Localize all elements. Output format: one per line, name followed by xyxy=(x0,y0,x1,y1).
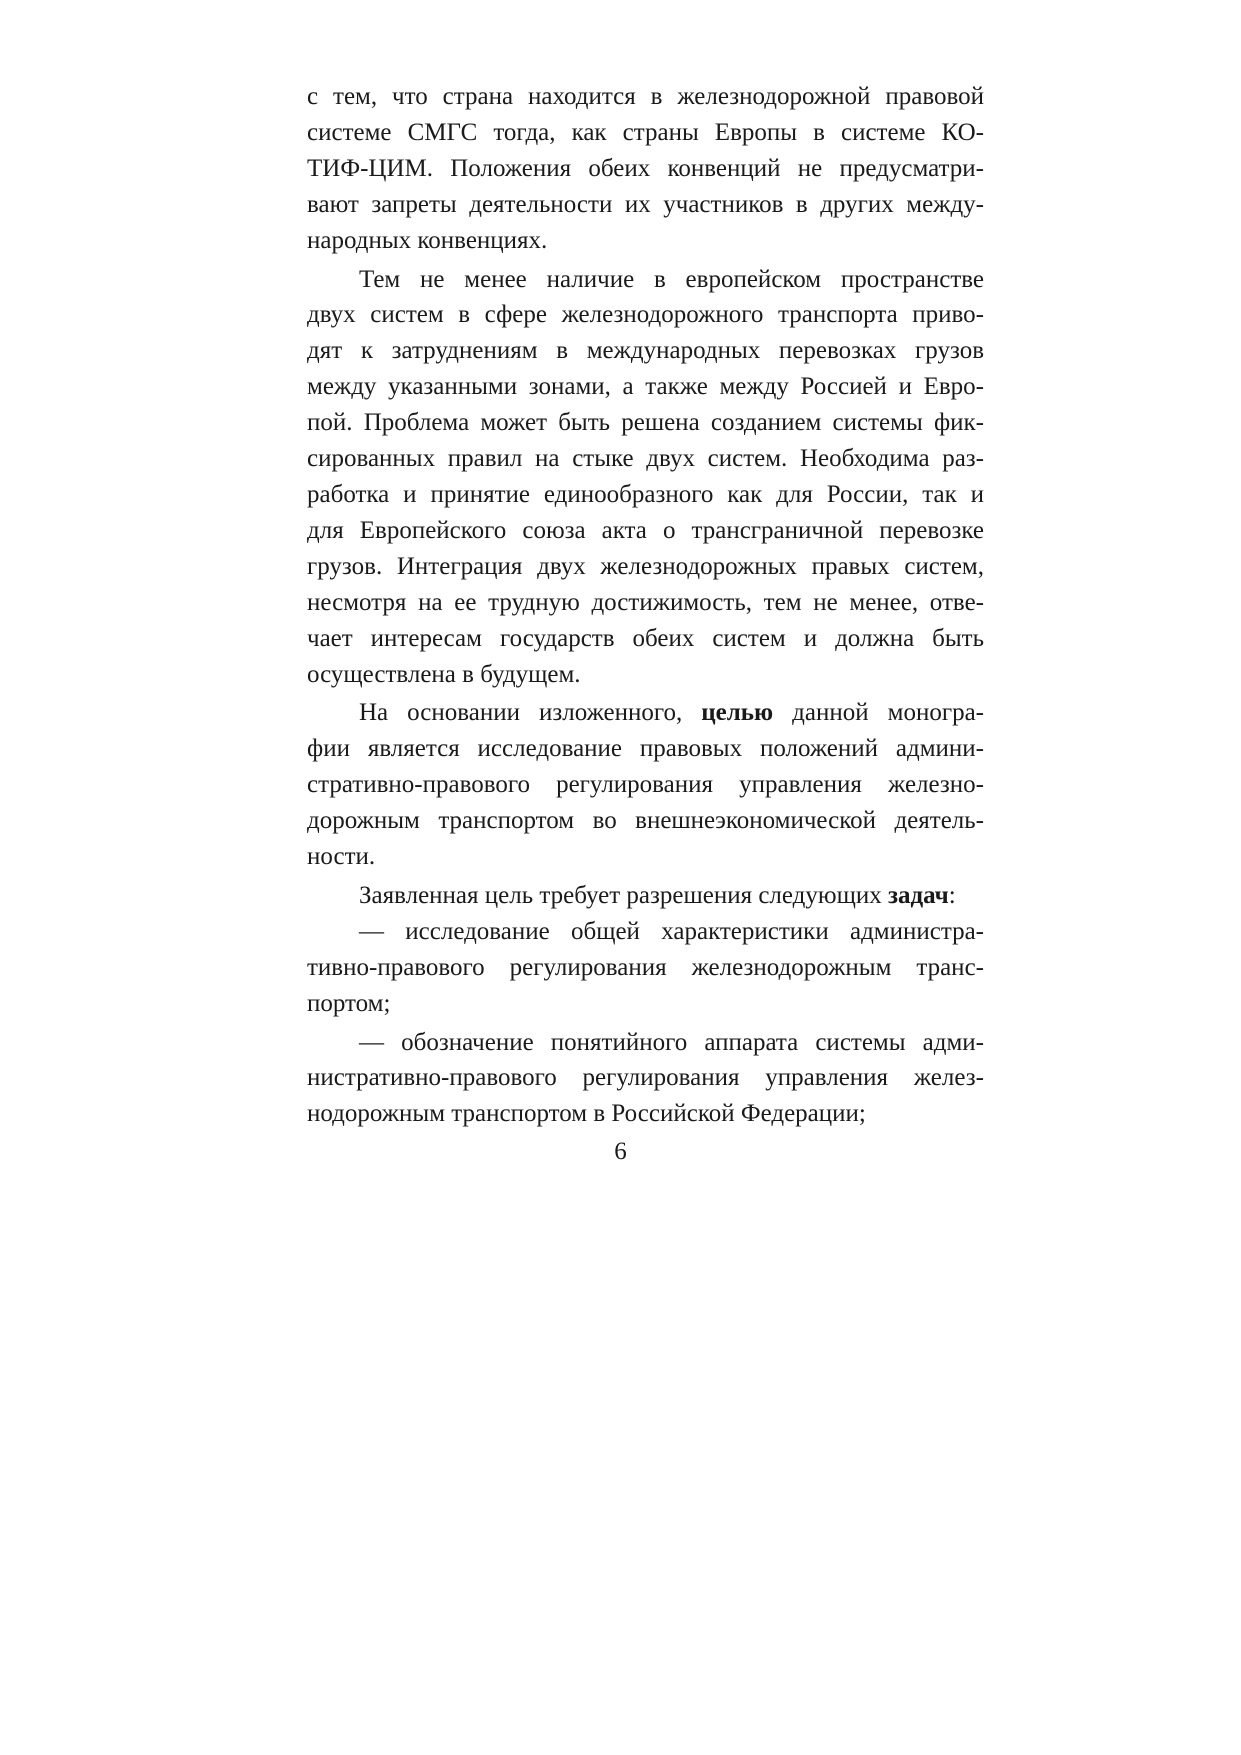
text-line: осуществлена в будущем. xyxy=(307,660,581,688)
text-line: Тем не менее наличие в европейском пространстве xyxy=(359,265,984,293)
paragraph xyxy=(307,914,984,1022)
text-line: для Европейского союза акта о трансграничной перевозке xyxy=(307,516,984,544)
paragraph xyxy=(307,262,984,693)
text-line: двух систем в сфере железнодорожного транспорта приво- xyxy=(307,301,984,329)
text-line: ности. xyxy=(307,843,376,871)
text-line: дорожным транспортом во внешнеэкономической деятель- xyxy=(307,807,984,835)
text-line: несмотря на ее трудную достижимость, тем не менее, отве- xyxy=(307,588,984,616)
body-text xyxy=(307,79,984,1132)
text-line: — обозначение понятийного аппарата системы адми- xyxy=(359,1028,984,1056)
text-line: дят к затруднениям в международных перевозках грузов xyxy=(307,337,984,365)
text-line: портом; xyxy=(307,989,391,1017)
text-line: пой. Проблема может быть решена созданием системы фик- xyxy=(307,409,984,437)
text-line: грузов. Интеграция двух железнодорожных правых систем, xyxy=(307,552,984,580)
text-line: тивно-правового регулирования железнодорожным транс- xyxy=(307,953,984,981)
text-line: На основании изложенного, целью данной моногра- xyxy=(359,699,984,727)
text-line: системе СМГС тогда, как страны Европы в системе КО- xyxy=(307,118,984,146)
text-line: чает интересам государств обеих систем и должна быть xyxy=(307,624,984,652)
paragraph xyxy=(307,1025,984,1133)
text-line: народных конвенциях. xyxy=(307,226,548,254)
paragraph xyxy=(307,695,984,875)
text-line: стративно-правового регулирования управления железно- xyxy=(307,771,984,799)
text-line: сированных правил на стыке двух систем. Необходима раз- xyxy=(307,445,984,473)
text-line: работка и принятие единообразного как для России, так и xyxy=(307,480,984,508)
text-line: вают запреты деятельности их участников в других между- xyxy=(307,190,984,218)
text-line: между указанными зонами, а также между Россией и Евро- xyxy=(307,373,984,401)
text-line: с тем, что страна находится в железнодорожной правовой xyxy=(307,83,984,110)
text-line: Заявленная цель требует разрешения следующих задач: xyxy=(359,881,956,909)
paragraph xyxy=(307,79,984,259)
text-line: нодорожным транспортом в Российской Федерации; xyxy=(307,1100,866,1128)
text-line: фии является исследование правовых положений админи- xyxy=(307,735,984,763)
text-line: ТИФ-ЦИМ. Положения обеих конвенций не предусматри- xyxy=(307,154,984,182)
text-line: нистративно-правового регулирования управления желез- xyxy=(307,1064,984,1092)
text-line: — исследование общей характеристики администра- xyxy=(359,917,984,945)
paragraph xyxy=(307,878,984,914)
page-number: 6 xyxy=(614,1138,627,1165)
